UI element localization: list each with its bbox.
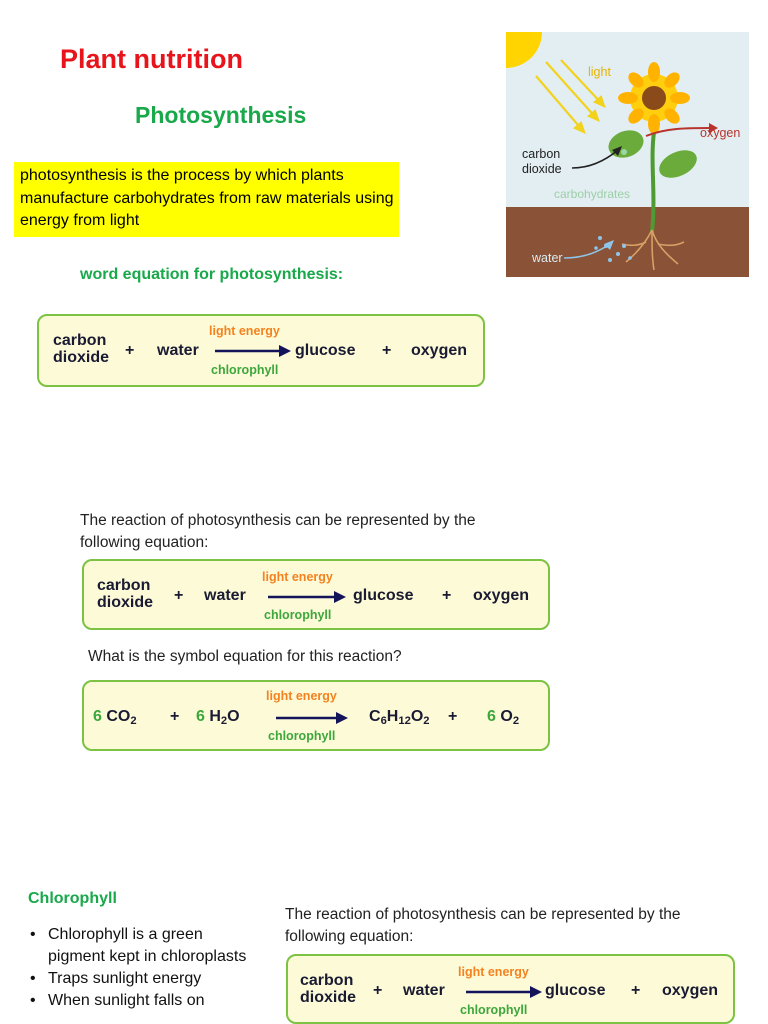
symbol-equation-question: What is the symbol equation for this reaction?	[88, 648, 402, 665]
plus-sign: +	[448, 708, 458, 725]
reactant-water: water	[403, 982, 445, 999]
bullet-icon: •	[30, 926, 36, 943]
word-equation-heading: word equation for photosynthesis:	[80, 266, 344, 283]
photosynthesis-diagram	[506, 32, 749, 277]
word-equation-box	[37, 314, 485, 387]
glucose-formula: $C_6H_{12}O_2$	[369, 708, 430, 727]
label-light-energy: light energy	[458, 965, 529, 979]
soil-background	[506, 207, 749, 277]
reactant-carbon-dioxide: carbon dioxide	[300, 972, 357, 1006]
label-carbon-dioxide-2: dioxide	[522, 162, 562, 176]
label-carbon-dioxide-1: carbon	[522, 147, 561, 161]
product-oxygen: oxygen	[473, 587, 530, 604]
word-equation-box	[286, 954, 735, 1024]
stomata-dot	[621, 149, 627, 155]
plus-sign: +	[174, 587, 184, 604]
reaction-arrow-icon	[276, 711, 348, 725]
chlorophyll-bullet-list	[28, 924, 248, 1012]
plus-sign: +	[382, 342, 392, 359]
plant-illustration	[506, 32, 749, 277]
symbol-equation-box	[82, 680, 550, 751]
list-item: • Traps sunlight energy	[28, 968, 248, 990]
page-title: Plant nutrition	[60, 44, 243, 74]
o2-term: 6 $O_2$	[487, 708, 520, 727]
plus-sign: +	[442, 587, 452, 604]
equation-intro-text: The reaction of photosynthesis can be represented by the following equation:	[285, 906, 681, 945]
reaction-arrow-icon	[215, 344, 291, 358]
product-oxygen: oxygen	[662, 982, 719, 999]
label-chlorophyll: chlorophyll	[268, 729, 336, 743]
reactant-water: water	[204, 587, 246, 604]
reactant-carbon-dioxide: carbon dioxide	[97, 577, 154, 611]
product-glucose: glucose	[353, 587, 414, 604]
plus-sign: +	[170, 708, 180, 725]
list-item: • Chlorophyll is a green pigment kept in chloroplasts	[30, 926, 247, 965]
section-title: Photosynthesis	[135, 102, 307, 128]
bullet-icon: •	[30, 992, 36, 1009]
stem	[652, 132, 654, 232]
reaction-arrow-icon	[268, 590, 346, 604]
reaction-arrow-icon	[466, 985, 542, 999]
label-chlorophyll: chlorophyll	[460, 1003, 528, 1017]
definition-box: photosynthesis is the process by which plants manufacture carbohydrates from raw materials using energy from light	[14, 162, 399, 237]
chlorophyll-heading: Chlorophyll	[28, 890, 117, 907]
plus-sign: +	[373, 982, 383, 999]
h2o-term: 6 $H_2O$	[196, 708, 240, 727]
list-item: • When sunlight falls on	[28, 990, 248, 1012]
label-water: water	[532, 251, 563, 265]
co2-term: 6 $CO_2$	[93, 708, 137, 727]
label-chlorophyll: chlorophyll	[264, 608, 332, 622]
label-oxygen: oxygen	[700, 126, 741, 140]
label-light: light	[588, 65, 611, 79]
label-chlorophyll: chlorophyll	[211, 363, 279, 377]
equation-intro-text: The reaction of photosynthesis can be represented by the following equation:	[80, 512, 476, 551]
sky-background	[506, 32, 749, 207]
product-glucose: glucose	[295, 342, 356, 359]
label-light-energy: light energy	[266, 689, 337, 703]
reactant-carbon-dioxide: carbon dioxide	[53, 332, 110, 366]
product-oxygen: oxygen	[411, 342, 468, 359]
word-equation-box	[82, 559, 550, 630]
label-light-energy: light energy	[262, 570, 333, 584]
plus-sign: +	[631, 982, 641, 999]
product-glucose: glucose	[545, 982, 606, 999]
plus-sign: +	[125, 342, 135, 359]
reactant-water: water	[157, 342, 199, 359]
label-carbohydrates: carbohydrates	[554, 187, 631, 201]
label-light-energy: light energy	[209, 324, 280, 338]
bullet-icon: •	[30, 970, 36, 987]
